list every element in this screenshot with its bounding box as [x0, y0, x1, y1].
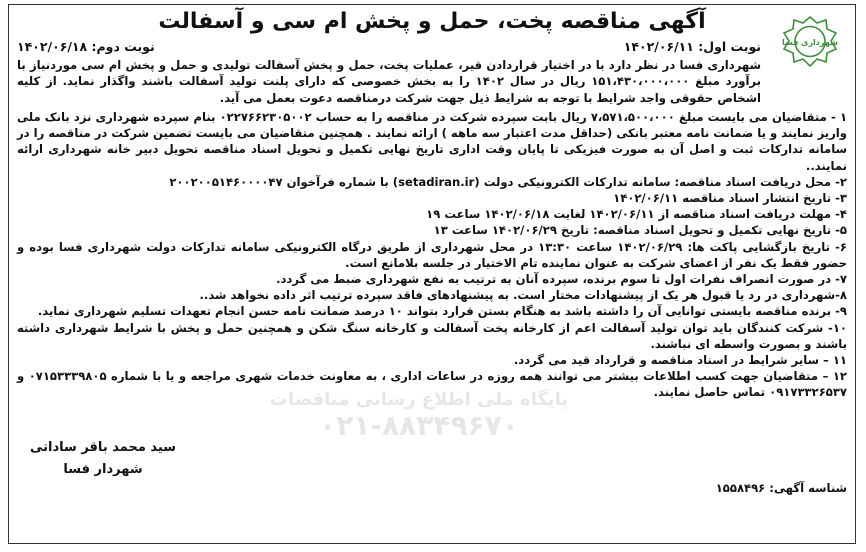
- signer-name: سید محمد باقر ساداتی: [29, 440, 176, 455]
- condition-item: ۸-شهرداری در رد یا قبول هر یک از پیشنهادات مختار است. به پیشنهادهای فاقد سپرده ترتیب اثر داده نخواهد شد..: [199, 288, 847, 303]
- condition-item: ۱۱ – سایر شرایط در اسناد مناقصه و قرارداد قید می گردد.: [513, 353, 847, 368]
- condition-item: ۱ - متقاضیان می بایست مبلغ ۷،۵۷۱،۵۰۰،۰۰۰ ریال بابت سپرده شرکت در مناقصه را به حساب ۰۲۲۷۶۶۲۳۰۵۰۰۲ بنام سپرده شهرداری نزد بانک ملی واریز نمایند و یا ضمانت نامه معتبر بانکی (حداقل مدت اعتبار سه ماهه ) ارائه نمایند . همچنین متقاضیان می بایست تضمین شرکت در مناقصه را در سامانه تدارکات ثبت و اصل آن به صورت فیزیکی تا پایان وقت اداری تاریخ نهایی تکمیل و تحویل اسناد مناقصه تحویل دبیر خانه شهرداری ارائه نمایند..: [17, 110, 848, 173]
- condition-item: ۱۰- شرکت کنندگان باید توان تولید آسفالت اعم از کارخانه پخت آسفالت و کارخانه سنگ شکن و همچنین حمل و پخش با شرایط شهرداری داشته باشند و بصورت واسطه ای نباشند.: [17, 320, 847, 351]
- notice-title: آگهی مناقصه پخت، حمل و پخش ام سی و آسفالت: [158, 9, 706, 34]
- signer-title: شهردار فسا: [63, 462, 143, 477]
- ad-id: شناسه آگهی: ۱۵۵۸۴۹۶: [715, 481, 847, 495]
- round-dates: [17, 39, 761, 57]
- condition-item: ۱۲ – متقاضیان جهت کسب اطلاعات بیشتر می توانند همه روزه در ساعات اداری ، به معاونت خدمات شهری مراجعه و یا با شماره ۰۷۱۵۳۳۳۹۸۰۵ و ۰۹۱۷۳۳۲۶۵۳۷ تماس حاصل نمایند.: [17, 369, 847, 400]
- signature-block: [23, 437, 183, 481]
- condition-item: ۹- برنده مناقصه بایستی توانایی آن را داشته باشد به هنگام بستن قرارد بتواند ۱۰ درصد ضمانت نامه حسن انجام تعهدات تسلیم شهرداری نماید.: [37, 304, 847, 319]
- watermark-phone: ۰۲۱-۸۸۳۴۹۶۷۰: [319, 409, 519, 442]
- condition-item: ۶- تاریخ بازگشایی پاکت ها: ۱۴۰۲/۰۶/۲۹ ساعت ۱۳:۳۰ در محل شهرداری از طریق درگاه الکترونیکی سامانه تدارکات دولت شهرداری فسا بوده و حضور فقط یک نفر از اعضای شرکت به عنوان نماینده تام الاختیار در جلسه بلامانع است.: [17, 239, 847, 270]
- logo-text: شهرداری فسا: [781, 38, 839, 47]
- condition-item: ۲- محل دریافت اسناد مناقصه: سامانه تدارکات الکترونیکی دولت (setadiran.ir) با شماره فرآخوان ۲۰۰۲۰۰۵۱۴۶۰۰۰۰۴۷: [169, 174, 847, 189]
- condition-item: ۴- مهلت دریافت اسناد مناقصه از ۱۴۰۲/۰۶/۱۱ لغایت ۱۴۰۲/۰۶/۱۸ ساعت ۱۹: [426, 207, 847, 222]
- second-round-date: نوبت دوم: ۱۴۰۲/۰۶/۱۸: [17, 39, 155, 54]
- condition-item: ۵- تاریخ نهایی تکمیل و تحویل اسناد مناقصه: تاریخ ۱۴۰۲/۰۶/۲۹ ساعت ۱۳: [433, 223, 847, 238]
- logo-emblem-icon: [771, 13, 849, 73]
- municipality-logo: [771, 13, 849, 73]
- notice-intro: [17, 57, 761, 106]
- condition-item: ۳- تاریخ انتشار اسناد مناقصه ۱۴۰۲/۰۶/۱۱: [613, 191, 847, 206]
- conditions-list: [17, 109, 847, 401]
- intro-paragraph: شهرداری فسا در نظر دارد با در اختیار قراردادن قیر، عملیات پخت، حمل و پخش آسفالت تولیدی و حمل و پخش ام سی موردنیاز با برآورد مبلغ ۱۵۱،۴۳۰،۰۰۰،۰۰۰ ریال در سال ۱۴۰۲ را به بخش خصوصی که دارای پلنت تولید آسفالت باشند واگذار نماید. از کلیه اشخاص حقوقی واجد شرایط با توجه به شرایط ذیل جهت شرکت درمناقصه دعوت بعمل می آید.: [17, 58, 761, 105]
- first-round-date: نوبت اول: ۱۴۰۲/۰۶/۱۱: [623, 39, 761, 54]
- condition-item: ۷- در صورت انصراف نفرات اول تا سوم برنده، سپرده آنان به ترتیب به نفع شهرداری ضبط می گردد.: [276, 272, 847, 287]
- notice-frame: [8, 4, 856, 544]
- watermark-text: پایگاه ملی اطلاع رسانی مناقصات: [269, 389, 569, 410]
